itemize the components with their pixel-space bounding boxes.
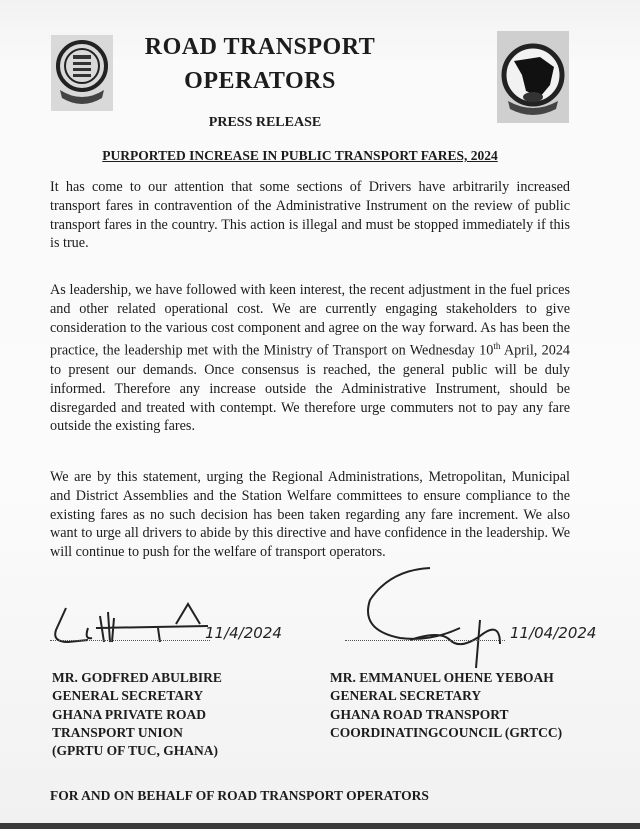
- signatory-1: [52, 669, 222, 760]
- signatory-2-org-line-1: GHANA ROAD TRANSPORT: [330, 706, 509, 722]
- signature-date-2: 11/04/2024: [510, 624, 597, 642]
- signature-1: [48, 598, 218, 650]
- gprtu-logo: [51, 35, 113, 111]
- signatory-2-name: MR. EMMANUEL OHENE YEBOAH: [330, 670, 554, 685]
- signatory-2-org-line-2: COORDINATINGCOUNCIL (GRTCC): [330, 724, 563, 740]
- on-behalf-footer: FOR AND ON BEHALF OF ROAD TRANSPORT OPERATORS: [50, 788, 429, 803]
- bottom-edge: [0, 823, 640, 829]
- paragraph-3: We are by this statement, urging the Regional Administrations, Metropolitan, Municipal and District Assemblies and the Station Welfare committees to ensure compliance to the existing fares as no such decision has been taken regarding any fare increment. We also want to urge all drivers to abide by this directive and have confidence in the leadership. We will continue to push for the welfare of transport operators.: [50, 469, 570, 561]
- grtcc-emblem-icon: [500, 35, 566, 119]
- title-line-1: ROAD TRANSPORT: [144, 34, 376, 60]
- signatory-1-org-line-2: TRANSPORT UNION: [52, 724, 183, 740]
- signature-line-2: [345, 640, 505, 641]
- signatory-1-name: MR. GODFRED ABULBIRE: [52, 670, 222, 685]
- paragraph-1: It has come to our attention that some sections of Drivers have arbitrarily increased transport fares in contravention of the Administrative Instrument on the review of public transport fares in the country. This action is illegal and must be stopped immediately if this is true.: [50, 179, 570, 252]
- signatory-1-title: GENERAL SECRETARY: [52, 688, 204, 704]
- paragraph-2: [50, 281, 570, 436]
- signatory-2-title: GENERAL SECRETARY: [330, 688, 482, 704]
- title-line-2: OPERATORS: [184, 68, 336, 94]
- signatory-1-org-line-3: (GPRTU OF TUC, GHANA): [52, 743, 219, 759]
- paragraph-2-part-1: As leadership, we have followed with keen interest, the recent adjustment in the fuel prices and other related operational cost. We are currently engaging stakeholders to give consideration to the various cost component and agree on the way forward. As has been the practice, the leadership met with the Ministry of Transport on Wednesday 10: [50, 282, 570, 360]
- signatory-1-org-line-1: GHANA PRIVATE ROAD: [52, 706, 207, 722]
- signature-date-1: 11/4/2024: [205, 624, 282, 642]
- grtcc-logo: [497, 31, 569, 123]
- signatory-2: [330, 669, 562, 742]
- headline: PURPORTED INCREASE IN PUBLIC TRANSPORT FARES, 2024: [102, 148, 498, 163]
- signature-line-1: [50, 640, 210, 641]
- press-release-label: PRESS RELEASE: [208, 115, 322, 130]
- ordinal-suffix: th: [493, 341, 501, 352]
- signature-2: [350, 560, 520, 670]
- gprtu-emblem-icon: [54, 38, 110, 108]
- paragraph-2-part-2: April, 2024 to present our demands. Once consensus is reached, the general public will be duly informed. Therefore any increase outside the Administrative Instrument, should be disregarded and treated with contempt. We therefore urge commuters not to pay any fare outside the existing fares.: [50, 343, 571, 435]
